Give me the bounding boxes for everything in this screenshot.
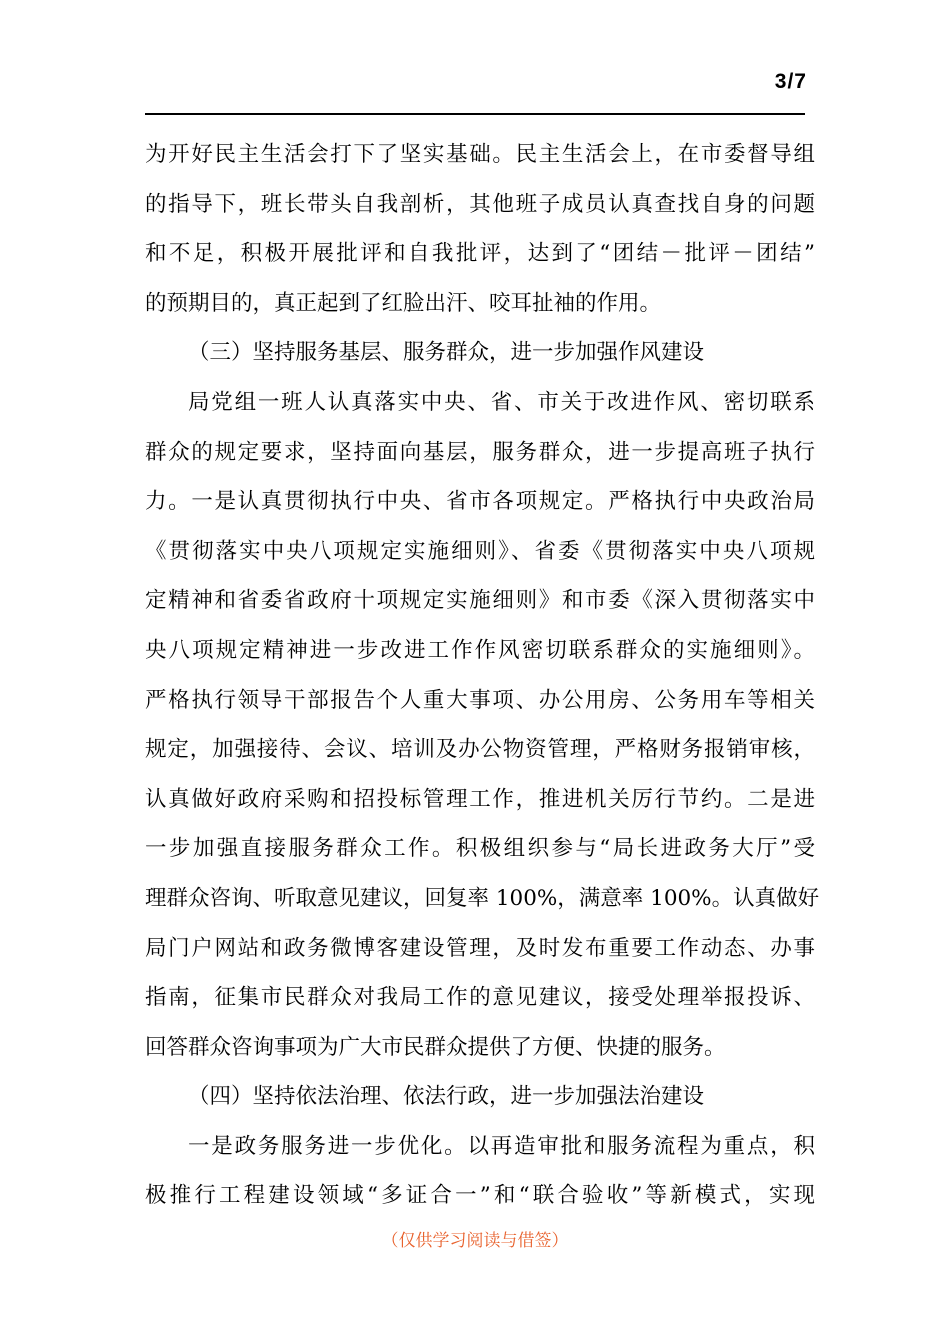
paragraph-line: 为开好民主生活会打下了坚实基础。民主生活会上，在市委督导组 xyxy=(145,142,815,167)
paragraph-line: 局党组一班人认真落实中央、省、市关于改进作风、密切联系 xyxy=(188,389,815,415)
document-body xyxy=(145,130,820,1221)
header-rule xyxy=(145,113,805,115)
paragraph-line: 规定，加强接待、会议、培训及办公物资管理，严格财务报销审核， xyxy=(145,737,815,763)
paragraph-line: 指南，征集市民群众对我局工作的意见建议，接受处理举报投诉、 xyxy=(145,985,815,1011)
paragraph-line: 定精神和省委省政府十项规定实施细则》和市委《深入贯彻落实中 xyxy=(145,588,815,614)
paragraph-line: 央八项规定精神进一步改进工作作风密切联系群众的实施细则》。 xyxy=(145,637,815,663)
paragraph-line: 认真做好政府采购和招投标管理工作，推进机关厉行节约。二是进 xyxy=(145,786,815,812)
section-heading: （四）坚持依法治理、依法行政，进一步加强法治建设 xyxy=(188,1084,705,1110)
page-number: 3/7 xyxy=(774,70,807,93)
paragraph-line: 的指导下，班长带头自我剖析，其他班子成员认真查找自身的问题 xyxy=(145,191,815,217)
paragraph-line: 严格执行领导干部报告个人重大事项、办公用房、公务用车等相关 xyxy=(145,687,815,713)
paragraph-line: 局门户网站和政务微博客建设管理，及时发布重要工作动态、办事 xyxy=(145,935,815,961)
paragraph-line: 极推行工程建设领域“多证合一”和“联合验收”等新模式，实现 xyxy=(145,1183,815,1209)
paragraph-line: 理群众咨询、听取意见建议，回复率 100%，满意率 100%。认真做好 xyxy=(145,885,820,911)
paragraph-line: 《贯彻落实中央八项规定实施细则》、省委《贯彻落实中央八项规 xyxy=(145,538,815,564)
paragraph-line: 一是政务服务进一步优化。以再造审批和服务流程为重点，积 xyxy=(188,1133,815,1159)
paragraph-line: 回答群众咨询事项为广大市民群众提供了方便、快捷的服务。 xyxy=(145,1034,726,1060)
paragraph-line: 的预期目的，真正起到了红脸出汗、咬耳扯袖的作用。 xyxy=(145,290,662,316)
section-heading: （三）坚持服务基层、服务群众，进一步加强作风建设 xyxy=(188,340,705,366)
paragraph-line: 力。一是认真贯彻执行中央、省市各项规定。严格执行中央政治局 xyxy=(145,489,815,515)
paragraph-line: 一步加强直接服务群众工作。积极组织参与“局长进政务大厅”受 xyxy=(145,836,815,862)
paragraph-line: 群众的规定要求，坚持面向基层，服务群众，进一步提高班子执行 xyxy=(145,439,815,465)
footer-note: （仅供学习阅读与借签） xyxy=(381,1231,569,1251)
paragraph-line: 和不足，积极开展批评和自我批评，达到了“团结－批评－团结” xyxy=(145,241,815,267)
